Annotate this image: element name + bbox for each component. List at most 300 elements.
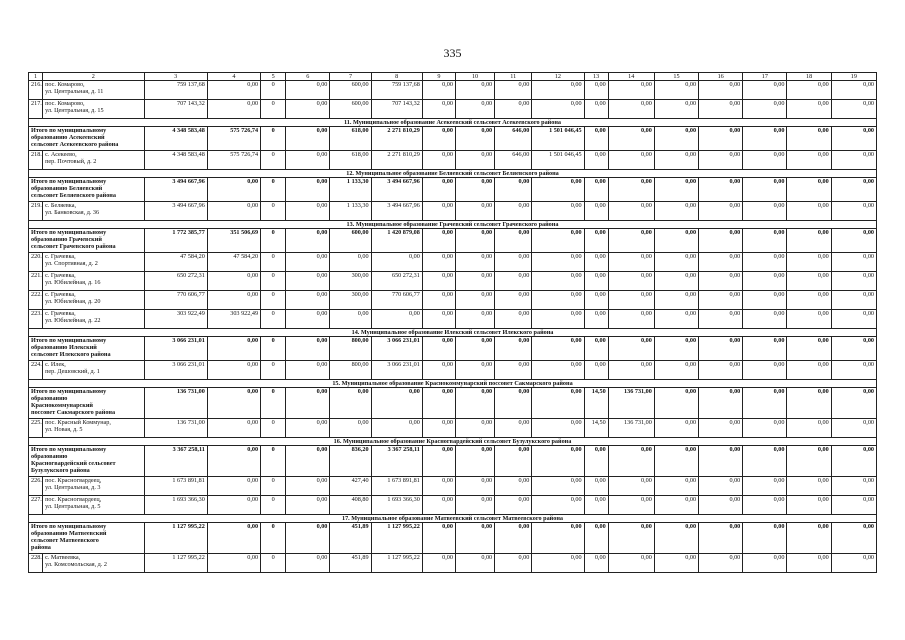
table-cell: 1 673 891,81 bbox=[371, 477, 422, 496]
table-cell: 0,00 bbox=[831, 523, 876, 554]
cell-line: сельсовет Беляевского района bbox=[31, 192, 116, 199]
table-cell: 0,00 bbox=[743, 388, 787, 419]
table-cell: 0 bbox=[261, 388, 286, 419]
table-cell: 800,00 bbox=[330, 337, 371, 361]
table-cell: 0,00 bbox=[532, 310, 584, 329]
table-cell: 0,00 bbox=[532, 361, 584, 380]
table-cell: 0,00 bbox=[286, 81, 330, 100]
table-cell: 4 348 583,48 bbox=[144, 151, 207, 170]
section-row bbox=[29, 329, 877, 337]
table-cell: 0,00 bbox=[207, 291, 260, 310]
table-cell: 0,00 bbox=[584, 229, 608, 253]
column-number: 6 bbox=[286, 73, 330, 81]
table-cell: 707 143,32 bbox=[371, 100, 422, 119]
table-cell: 0,00 bbox=[787, 388, 831, 419]
table-cell: 0 bbox=[261, 446, 286, 477]
table-cell: 408,80 bbox=[330, 496, 371, 515]
table-cell: 0,00 bbox=[455, 81, 494, 100]
cell-line: образованию Беляевский bbox=[31, 185, 103, 192]
table-cell: 0,00 bbox=[831, 496, 876, 515]
page-number: 335 bbox=[443, 46, 462, 60]
table-cell: 0,00 bbox=[654, 523, 698, 554]
table-cell: 0,00 bbox=[532, 337, 584, 361]
table-cell: 0,00 bbox=[207, 361, 260, 380]
table-cell: 0,00 bbox=[422, 100, 455, 119]
table-cell: 0,00 bbox=[286, 388, 330, 419]
table-cell: 0,00 bbox=[743, 202, 787, 221]
table-cell: 0,00 bbox=[495, 81, 532, 100]
table-cell: 0,00 bbox=[455, 151, 494, 170]
row-number: 221. bbox=[29, 272, 43, 291]
table-cell: 0,00 bbox=[584, 253, 608, 272]
table-cell: 3 367 258,11 bbox=[371, 446, 422, 477]
table-cell: 0,00 bbox=[532, 523, 584, 554]
table-cell: 0,00 bbox=[608, 151, 654, 170]
cell-line: с. Грачевка, bbox=[45, 253, 76, 260]
column-number: 5 bbox=[261, 73, 286, 81]
table-cell: 759 137,68 bbox=[371, 81, 422, 100]
section-title: 15. Муниципальное образование Краснокоммунарский поссовет Сакмарского района bbox=[29, 380, 877, 388]
table-cell: 0,00 bbox=[532, 81, 584, 100]
table-row bbox=[29, 496, 877, 515]
section-row bbox=[29, 221, 877, 229]
cell-line: образованию Илекский bbox=[31, 344, 97, 351]
table-cell: 0,00 bbox=[455, 419, 494, 438]
table-cell: 0,00 bbox=[831, 477, 876, 496]
table-cell: 0 bbox=[261, 310, 286, 329]
table-cell: 0 bbox=[261, 477, 286, 496]
table-cell: 3 066 231,01 bbox=[371, 337, 422, 361]
table-cell: 0,00 bbox=[371, 310, 422, 329]
table-cell: 0,00 bbox=[422, 554, 455, 573]
table-row bbox=[29, 253, 877, 272]
table-cell: 1 673 891,81 bbox=[144, 477, 207, 496]
table-cell: 0,00 bbox=[371, 388, 422, 419]
row-number: 218. bbox=[29, 151, 43, 170]
table-cell: 0,00 bbox=[532, 100, 584, 119]
table-cell: 0,00 bbox=[422, 496, 455, 515]
table-cell: 0,00 bbox=[455, 291, 494, 310]
table-cell: 0,00 bbox=[207, 100, 260, 119]
table-row bbox=[29, 81, 877, 100]
cell-line: с. Грачевка, bbox=[45, 310, 76, 317]
table-cell: 303 922,49 bbox=[207, 310, 260, 329]
row-address bbox=[43, 477, 144, 496]
table-cell: 0,00 bbox=[532, 554, 584, 573]
cell-line: Итого по муниципальному bbox=[31, 178, 107, 185]
table-cell: 0,00 bbox=[699, 202, 743, 221]
table-cell: 0,00 bbox=[699, 337, 743, 361]
table-cell: 0,00 bbox=[286, 554, 330, 573]
table-row bbox=[29, 361, 877, 380]
table-cell: 0,00 bbox=[608, 272, 654, 291]
table-cell: 0,00 bbox=[207, 337, 260, 361]
table-cell: 0,00 bbox=[207, 446, 260, 477]
table-cell: 0,00 bbox=[787, 81, 831, 100]
section-row bbox=[29, 438, 877, 446]
table-cell: 351 506,69 bbox=[207, 229, 260, 253]
table-cell: 0 bbox=[261, 202, 286, 221]
row-number: 223. bbox=[29, 310, 43, 329]
table-cell: 3 066 231,01 bbox=[144, 361, 207, 380]
cell-line: пос. Красногвардеец, bbox=[45, 496, 102, 503]
table-cell: 0,00 bbox=[787, 496, 831, 515]
table-cell: 0,00 bbox=[330, 388, 371, 419]
table-cell: 0,00 bbox=[455, 361, 494, 380]
row-number: 224. bbox=[29, 361, 43, 380]
table-cell: 0,00 bbox=[584, 151, 608, 170]
cell-line: Итого по муниципальному bbox=[31, 229, 107, 236]
table-cell: 0,00 bbox=[654, 253, 698, 272]
table-cell: 0,00 bbox=[831, 151, 876, 170]
table-cell: 650 272,31 bbox=[371, 272, 422, 291]
table-cell: 0,00 bbox=[584, 291, 608, 310]
section-title: 11. Муниципальное образование Асекеевский сельсовет Асекеевского района bbox=[29, 119, 877, 127]
table-cell: 0,00 bbox=[831, 253, 876, 272]
table-cell: 1 772 385,77 bbox=[144, 229, 207, 253]
table-cell: 0,00 bbox=[422, 361, 455, 380]
table-cell: 0,00 bbox=[608, 81, 654, 100]
table-cell: 600,00 bbox=[330, 229, 371, 253]
table-row bbox=[29, 310, 877, 329]
table-cell: 0,00 bbox=[455, 554, 494, 573]
table-cell: 0,00 bbox=[699, 151, 743, 170]
cell-line: пос. Комарово, bbox=[45, 100, 85, 107]
table-cell: 646,00 bbox=[495, 127, 532, 151]
table-cell: 0,00 bbox=[495, 419, 532, 438]
row-address bbox=[43, 272, 144, 291]
section-row bbox=[29, 380, 877, 388]
table-cell: 0,00 bbox=[787, 253, 831, 272]
table-cell: 0,00 bbox=[455, 272, 494, 291]
table-cell: 0,00 bbox=[831, 554, 876, 573]
table-cell: 618,00 bbox=[330, 151, 371, 170]
table-cell: 0,00 bbox=[455, 496, 494, 515]
cell-line: Красногвардейский сельсовет bbox=[31, 460, 116, 467]
table-cell: 0 bbox=[261, 253, 286, 272]
table-cell: 0,00 bbox=[699, 496, 743, 515]
cell-line: Краснокоммунарский bbox=[31, 402, 93, 409]
table-cell: 0,00 bbox=[831, 229, 876, 253]
section-row bbox=[29, 119, 877, 127]
table-cell: 0,00 bbox=[831, 361, 876, 380]
table-cell: 0,00 bbox=[743, 178, 787, 202]
table-cell: 0,00 bbox=[286, 337, 330, 361]
section-title: 16. Муниципальное образование Красногвардейский сельсовет Бузулукского района bbox=[29, 438, 877, 446]
table-cell: 0,00 bbox=[207, 496, 260, 515]
table-cell: 0,00 bbox=[532, 446, 584, 477]
table-cell: 0,00 bbox=[787, 202, 831, 221]
table-cell: 0,00 bbox=[584, 496, 608, 515]
table-cell: 0,00 bbox=[207, 272, 260, 291]
cell-line: ул. Центральная, д. 15 bbox=[45, 107, 104, 114]
table-cell: 0,00 bbox=[654, 310, 698, 329]
table-cell: 1 133,30 bbox=[330, 178, 371, 202]
row-number: 226. bbox=[29, 477, 43, 496]
table-cell: 0,00 bbox=[699, 523, 743, 554]
table-cell: 0 bbox=[261, 496, 286, 515]
table-cell: 0,00 bbox=[584, 337, 608, 361]
table-cell: 1 133,30 bbox=[330, 202, 371, 221]
table-cell: 0,00 bbox=[532, 272, 584, 291]
table-cell: 0,00 bbox=[608, 477, 654, 496]
total-row bbox=[29, 446, 877, 477]
table-cell: 0,00 bbox=[422, 388, 455, 419]
cell-line: Итого по муниципальному bbox=[31, 337, 107, 344]
cell-line: сельсовет Матвеевского bbox=[31, 537, 99, 544]
table-cell: 0,00 bbox=[455, 178, 494, 202]
table-cell: 0,00 bbox=[286, 253, 330, 272]
table-cell: 0,00 bbox=[286, 202, 330, 221]
column-number: 2 bbox=[43, 73, 144, 81]
table-cell: 2 271 810,29 bbox=[371, 151, 422, 170]
table-cell: 0,00 bbox=[532, 419, 584, 438]
table-cell: 0,00 bbox=[654, 496, 698, 515]
row-number: 222. bbox=[29, 291, 43, 310]
cell-line: образованию bbox=[31, 395, 68, 402]
cell-line: ул. Комсомольская, д. 2 bbox=[45, 561, 108, 568]
row-address bbox=[43, 496, 144, 515]
section-title: 12. Муниципальное образование Беляевский сельсовет Беляевского района bbox=[29, 170, 877, 178]
table-cell: 0,00 bbox=[608, 446, 654, 477]
table-cell: 0,00 bbox=[584, 361, 608, 380]
cell-line: образованию Грачевский bbox=[31, 236, 102, 243]
table-cell: 0,00 bbox=[608, 202, 654, 221]
table-cell: 0,00 bbox=[699, 477, 743, 496]
table-cell: 0,00 bbox=[455, 100, 494, 119]
register-table bbox=[28, 72, 877, 573]
row-address bbox=[43, 291, 144, 310]
table-cell: 0,00 bbox=[495, 361, 532, 380]
row-number: 217. bbox=[29, 100, 43, 119]
table-cell: 0,00 bbox=[608, 496, 654, 515]
table-cell: 0,00 bbox=[286, 229, 330, 253]
table-cell: 1 127 995,22 bbox=[144, 523, 207, 554]
table-cell: 0,00 bbox=[286, 272, 330, 291]
table-cell: 3 494 667,96 bbox=[371, 178, 422, 202]
table-row bbox=[29, 151, 877, 170]
table-cell: 4 348 583,48 bbox=[144, 127, 207, 151]
table-cell: 1 127 995,22 bbox=[371, 523, 422, 554]
table-cell: 451,89 bbox=[330, 554, 371, 573]
table-cell: 0,00 bbox=[608, 310, 654, 329]
table-cell: 0 bbox=[261, 291, 286, 310]
table-cell: 136 731,00 bbox=[608, 419, 654, 438]
table-cell: 0,00 bbox=[584, 523, 608, 554]
table-cell: 0,00 bbox=[699, 100, 743, 119]
total-label bbox=[29, 523, 145, 554]
table-cell: 0,00 bbox=[286, 446, 330, 477]
cell-line: сельсовет Илекского района bbox=[31, 351, 111, 358]
table-cell: 0,00 bbox=[330, 419, 371, 438]
table-cell: 0,00 bbox=[207, 178, 260, 202]
table-cell: 136 731,00 bbox=[144, 388, 207, 419]
total-label bbox=[29, 178, 145, 202]
total-label bbox=[29, 446, 145, 477]
table-cell: 0,00 bbox=[532, 178, 584, 202]
table-cell: 707 143,32 bbox=[144, 100, 207, 119]
table-cell: 0,00 bbox=[286, 151, 330, 170]
table-cell: 1 420 879,08 bbox=[371, 229, 422, 253]
total-label bbox=[29, 388, 145, 419]
table-cell: 0,00 bbox=[495, 523, 532, 554]
total-row bbox=[29, 388, 877, 419]
table-cell: 0,00 bbox=[831, 419, 876, 438]
table-cell: 0,00 bbox=[455, 202, 494, 221]
table-cell: 0,00 bbox=[495, 291, 532, 310]
table-cell: 0,00 bbox=[787, 446, 831, 477]
table-row bbox=[29, 202, 877, 221]
table-cell: 0 bbox=[261, 151, 286, 170]
row-address bbox=[43, 361, 144, 380]
table-cell: 0,00 bbox=[286, 496, 330, 515]
total-label bbox=[29, 229, 145, 253]
column-number: 19 bbox=[831, 73, 876, 81]
table-cell: 3 494 667,96 bbox=[144, 178, 207, 202]
table-cell: 47 584,20 bbox=[144, 253, 207, 272]
row-number: 219. bbox=[29, 202, 43, 221]
table-cell: 0,00 bbox=[532, 291, 584, 310]
table-cell: 0,00 bbox=[743, 81, 787, 100]
total-row bbox=[29, 178, 877, 202]
table-cell: 0,00 bbox=[787, 554, 831, 573]
table-cell: 0,00 bbox=[787, 337, 831, 361]
cell-line: сельсовет Асекеевского района bbox=[31, 141, 119, 148]
cell-line: образованию bbox=[31, 453, 68, 460]
row-address bbox=[43, 310, 144, 329]
table-cell: 3 494 667,96 bbox=[371, 202, 422, 221]
table-cell: 575 726,74 bbox=[207, 151, 260, 170]
table-cell: 0,00 bbox=[654, 151, 698, 170]
table-cell: 0,00 bbox=[654, 202, 698, 221]
table-cell: 0,00 bbox=[422, 178, 455, 202]
column-number: 13 bbox=[584, 73, 608, 81]
table-cell: 0,00 bbox=[584, 81, 608, 100]
total-row bbox=[29, 523, 877, 554]
table-cell: 0,00 bbox=[831, 272, 876, 291]
column-number: 7 bbox=[330, 73, 371, 81]
table-row bbox=[29, 100, 877, 119]
table-cell: 0,00 bbox=[584, 127, 608, 151]
column-number: 11 bbox=[495, 73, 532, 81]
table-cell: 0,00 bbox=[207, 477, 260, 496]
table-cell: 0,00 bbox=[787, 291, 831, 310]
table-cell: 0,00 bbox=[455, 229, 494, 253]
column-number: 10 bbox=[455, 73, 494, 81]
table-cell: 0 bbox=[261, 81, 286, 100]
column-number: 9 bbox=[422, 73, 455, 81]
total-row bbox=[29, 127, 877, 151]
table-cell: 0,00 bbox=[699, 178, 743, 202]
total-row bbox=[29, 229, 877, 253]
table-cell: 1 127 995,22 bbox=[371, 554, 422, 573]
table-cell: 0,00 bbox=[787, 178, 831, 202]
table-cell: 618,00 bbox=[330, 127, 371, 151]
table-cell: 0,00 bbox=[422, 81, 455, 100]
table-cell: 770 606,77 bbox=[144, 291, 207, 310]
table-cell: 303 922,49 bbox=[144, 310, 207, 329]
table-cell: 0 bbox=[261, 272, 286, 291]
table-cell: 0,00 bbox=[787, 151, 831, 170]
table-cell: 0,00 bbox=[608, 361, 654, 380]
table-cell: 836,20 bbox=[330, 446, 371, 477]
table-cell: 0,00 bbox=[699, 127, 743, 151]
table-cell: 0,00 bbox=[743, 523, 787, 554]
column-number: 15 bbox=[654, 73, 698, 81]
table-cell: 0,00 bbox=[286, 523, 330, 554]
table-cell: 0,00 bbox=[422, 151, 455, 170]
row-number: 220. bbox=[29, 253, 43, 272]
section-title: 14. Муниципальное образование Илекский сельсовет Илекского района bbox=[29, 329, 877, 337]
table-cell: 0,00 bbox=[787, 272, 831, 291]
row-address bbox=[43, 100, 144, 119]
table-cell: 0,00 bbox=[699, 419, 743, 438]
table-cell: 0,00 bbox=[495, 272, 532, 291]
table-cell: 0,00 bbox=[608, 554, 654, 573]
table-cell: 1 127 995,22 bbox=[144, 554, 207, 573]
table-cell: 0,00 bbox=[455, 127, 494, 151]
table-cell: 0,00 bbox=[743, 337, 787, 361]
table-cell: 0,00 bbox=[831, 446, 876, 477]
cell-line: ул. Новая, д. 5 bbox=[45, 426, 83, 433]
table-cell: 0,00 bbox=[743, 151, 787, 170]
table-cell: 0,00 bbox=[495, 496, 532, 515]
column-number: 16 bbox=[699, 73, 743, 81]
cell-line: ул. Юбилейная, д. 22 bbox=[45, 317, 101, 324]
cell-line: с. Грачевка, bbox=[45, 291, 76, 298]
cell-line: сельсовет Грачевского района bbox=[31, 243, 116, 250]
cell-line: ул. Юбилейная, д. 16 bbox=[45, 279, 101, 286]
table-cell: 0,00 bbox=[654, 419, 698, 438]
row-address bbox=[43, 253, 144, 272]
table-cell: 0,00 bbox=[584, 554, 608, 573]
row-address bbox=[43, 151, 144, 170]
section-row bbox=[29, 515, 877, 523]
table-cell: 0,00 bbox=[787, 127, 831, 151]
table-cell: 575 726,74 bbox=[207, 127, 260, 151]
table-cell: 300,00 bbox=[330, 272, 371, 291]
table-cell: 0,00 bbox=[495, 554, 532, 573]
table-cell: 0,00 bbox=[422, 127, 455, 151]
cell-line: ул. Центральная, д. 11 bbox=[45, 88, 104, 95]
table-cell: 0,00 bbox=[699, 361, 743, 380]
table-cell: 0 bbox=[261, 337, 286, 361]
row-address bbox=[43, 202, 144, 221]
table-cell: 0,00 bbox=[608, 291, 654, 310]
table-cell: 0,00 bbox=[422, 229, 455, 253]
table-row bbox=[29, 419, 877, 438]
table-cell: 0,00 bbox=[455, 337, 494, 361]
table-cell: 0,00 bbox=[743, 477, 787, 496]
table-cell: 0,00 bbox=[743, 419, 787, 438]
table-cell: 0,00 bbox=[608, 178, 654, 202]
table-cell: 0,00 bbox=[455, 477, 494, 496]
table-cell: 800,00 bbox=[330, 361, 371, 380]
table-cell: 1 501 046,45 bbox=[532, 151, 584, 170]
table-row bbox=[29, 554, 877, 573]
total-row bbox=[29, 337, 877, 361]
table-cell: 0,00 bbox=[495, 337, 532, 361]
column-number: 4 bbox=[207, 73, 260, 81]
cell-line: образованию Матвеевский bbox=[31, 530, 107, 537]
table-cell: 600,00 bbox=[330, 81, 371, 100]
table-cell: 0,00 bbox=[743, 496, 787, 515]
table-cell: 0,00 bbox=[330, 310, 371, 329]
table-cell: 0,00 bbox=[654, 81, 698, 100]
table-cell: 0,00 bbox=[532, 253, 584, 272]
row-number: 228. bbox=[29, 554, 43, 573]
table-cell: 1 501 046,45 bbox=[532, 127, 584, 151]
